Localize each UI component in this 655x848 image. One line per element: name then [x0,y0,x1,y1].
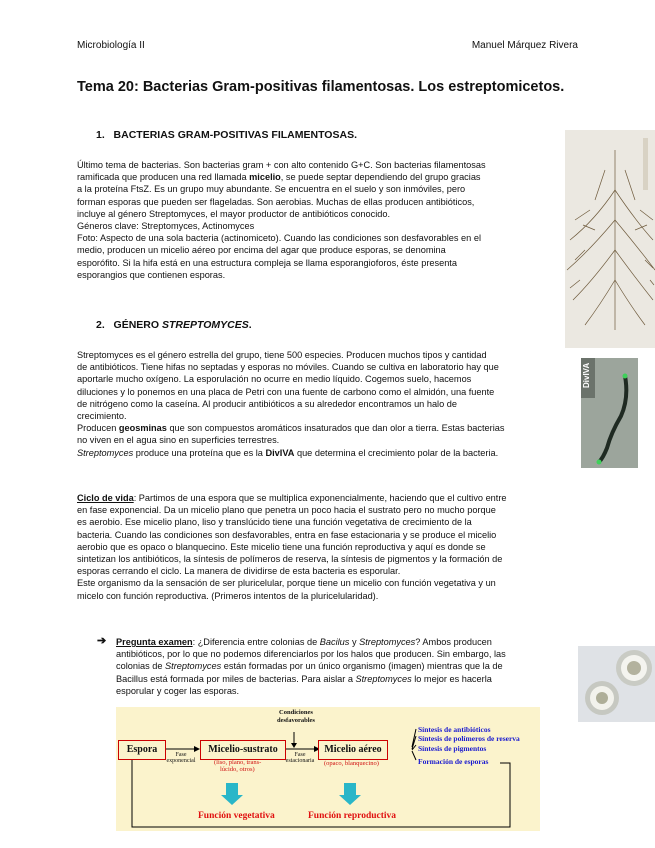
s2-line: de nitrógeno como la caseína. Al producir antibióticos a su alrededor encontramos un halo de [77,398,457,409]
espora-box: Espora [118,740,166,760]
diviva-label: DivIVA [582,362,591,388]
mycelium-photo [565,130,655,348]
cycle-line: aerobio que es opaco o blanquecino. Este micelio tiene una función reproductiva y aquí es donde se [77,541,486,552]
output-antibioticos: Síntesis de antibióticos [418,725,491,734]
exam-line: antibióticos, por lo que no podemos diferenciarlos por los halos que producen. Sin embargo, las [116,649,506,660]
cycle-label: Ciclo de vida [77,493,134,503]
cycle-body: Ciclo de vida: Partimos de una espora que se multiplica exponencialmente, haciendo que el cultivo entre en fase exponencial. Da un micelio plano que penetra un poco hacia el sustrato pero no mucho porque es aerobio. Ese micelio plano, liso y translúcido tiene una función vegetativa de crecimiento de la bacteria. Cuando las condiciones son desfavorables, entra en fase estacionaria y se produce el micelio aerobio que es opaco o blanquecino. Este micelio tiene una función reproductiva y aquí es donde se sintetizan los antibióticos, la síntesis de polímeros de reserva, la síntesis de pigmentos y la formación de esporas cerrando el ciclo. La manera de dividirse de esta bacteria es esporular. Este organismo da la sensación de ser pluricelular, porque tiene un micelio con función vegetativa y un micelo con función reproductiva. (Primeros intentos de la pluricelularidad). [77,493,507,601]
section-1-title: BACTERIAS GRAM-POSITIVAS FILAMENTOSAS. [113,129,357,141]
s2-line: aportarle mucho oxígeno. La esporulación no ocurre en medio líquido. Cogemos suelo, hacemos [77,374,472,385]
cycle-line: es aerobio. Ese micelio plano, liso y translúcido tiene una función vegetativa de crecimiento de la [77,517,472,528]
s2-line: diluciones y lo ponemos en una placa de Petri con una fuente de carbono como el almidón, una fuente [77,386,495,397]
page-title: Tema 20: Bacterias Gram-positivas filamentosas. Los estreptomicetos. [77,79,565,95]
s2-line: crecimiento. [77,411,127,422]
cycle-line: esporas cerrando el ciclo. La manera de dividirse de esta bacteria es esporular. [77,566,401,577]
s1-line: esporófito. Si la hifa está en una estructura compleja se llama esporangioforos, éste presenta [77,257,457,268]
funcion-vegetativa: Función vegetativa [198,811,275,821]
section-2-number: 2. [96,319,105,331]
colonies-photo [578,646,655,722]
s1-line: a la proteína FtsZ. Es un grupo muy abundante. Se encuentra en el suelo y son inmóviles, pero [77,184,466,195]
aereo-sub: (opaco, blanquecino) [324,760,379,767]
exam-line: colonias de Streptomyces están formadas por un único organismo (imagen) mientras que la de [116,661,503,672]
section-1-heading [96,129,357,141]
diviva-photo [581,358,638,468]
header-author: Manuel Márquez Rivera [471,40,578,51]
s1-line: Géneros clave: Streptomyces, Actinomyces [77,221,255,232]
section-2-heading: 2. GÉNERO STREPTOMYCES. [96,319,252,331]
fase-exponencial-label: Fase exponencial [166,752,196,764]
s2-line: de antibióticos. Tiene hifas no septadas y esporas no móviles. Cuando se cultiva en laboratorio hay que [77,362,499,373]
s2-line: no viven en el agua sino en superficies terrestres. [77,435,280,446]
s1-line: Foto: Aspecto de una sola bacteria (actinomiceto). Cuando las condiciones son desfavorables en el [77,233,481,244]
header-course: Microbiología II [77,40,145,51]
cycle-line: micelo con función reproductiva. (Primeros intentos de la pluricelularidad). [77,590,379,601]
s1-line: medio, producen un micelio aéreo por encima del agar que produce esporas, se denomina [77,245,446,256]
s1-line: Último tema de bacterias. Son bacterias gram + con alto contenido G+C. Son bacterias filamentosas [77,160,486,170]
fase-estacionaria-label: Fase estacionaria [285,752,315,764]
section-1-body [77,159,486,281]
s1-line: incluye al género Streptomyces, el mayor productor de antibióticos conocido. [77,208,391,219]
micelio-aereo-box: Micelio aéreo [318,740,388,760]
s2-line: Streptomyces es el género estrella del grupo, tiene 500 especies. Producen muchos tipos y cantidad [77,350,487,360]
bullet-arrow: ➔ [97,635,107,647]
s2-line: Streptomyces produce una proteína que es la DivIVA que determina el crecimiento polar de la bacteria. [77,447,499,458]
s1-line: esporangios que contienen esporas. [77,269,226,280]
sustrato-sub2: lúcido, otros) [220,766,255,773]
exam-line: esporular y coger las esporas. [116,685,240,696]
life-cycle-diagram [116,707,540,831]
cycle-line: en fase exponencial. Da un micelio plano que penetra un poco hacia el sustrato pero no mucho porque [77,505,496,516]
funcion-reproductiva: Función reproductiva [308,811,397,821]
cycle-line: sintetizan los antibióticos, la síntesis de polímeros de reserva, la síntesis de pigmentos y la formación de [77,554,503,565]
section-2-body [77,349,504,459]
micelio-sustrato-box: Micelio-sustrato [200,740,286,760]
condiciones-label: Condiciones desfavorables [277,709,315,724]
s2-line: Producen geosminas que son compuestos aromáticos insaturados que dan olor a tierra. Estas bacterias [77,423,505,434]
output-pigmentos: Síntesis de pigmentos [418,744,487,753]
cycle-line: Este organismo da la sensación de ser pluricelular, porque tiene un micelio con función vegetativa y un [77,578,496,589]
output-polimeros: Síntesis de polímeros de reserva [418,734,520,743]
output-esporas: Formación de esporas [418,757,489,766]
cycle-line: bacteria. Cuando las condiciones son desfavorables, entra en fase estacionaria y se produce el micelio [77,529,497,540]
sustrato-sub1: (liso, plano, trans- [214,759,262,766]
exam-line: Bacillus está formada por miles de bacterias. Para aislar a Streptomyces lo mejor es hacerla [116,673,492,684]
s1-line: forman esporas que pueden ser flageladas. Son aerobias. Muchas de ellas producen antibióticos, [77,196,475,207]
section-1-number: 1. [96,129,105,141]
exam-body: Pregunta examen: ¿Diferencia entre colonias de Bacilus y Streptomyces? Ambos producen antibióticos, por lo que no podemos diferenciarlos por los halos que producen. Sin embargo, las colonias de Streptomyces están formadas por un único organismo (imagen) mientras que la de Bacillus está formada por miles de bacterias. Para aislar a Streptomyces lo mejor es hacerla esporular y coger las esporas. [116,637,506,696]
s1-line: ramificada que producen una red llamada micelio, se puede septar dependiendo del grupo gracias [77,172,481,183]
exam-label: Pregunta examen [116,637,193,647]
